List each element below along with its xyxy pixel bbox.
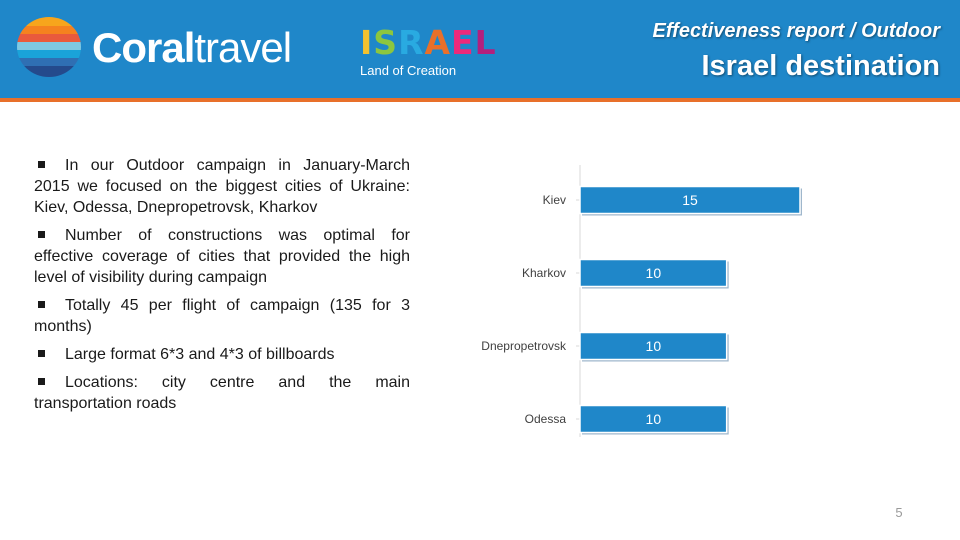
square-bullet-icon — [38, 378, 45, 385]
header-accent-line — [0, 98, 960, 102]
israel-tagline: Land of Creation — [360, 63, 457, 78]
category-label-kiev: Kiev — [542, 193, 566, 207]
square-bullet-icon — [38, 231, 45, 238]
category-label-kharkov: Kharkov — [521, 266, 566, 280]
bullet-item — [34, 155, 410, 218]
bullet-text: Large format 6*3 and 4*3 of billboards — [65, 346, 335, 363]
data-label-odessa: 10 — [645, 411, 662, 427]
bullet-text: Number of constructions was optimal for effective coverage of cities that provided the high level of visibility during campaign — [34, 227, 410, 286]
bullet-item — [34, 225, 410, 288]
square-bullet-icon — [38, 301, 45, 308]
bullet-item — [34, 295, 410, 337]
israel-land-of-creation-logo — [360, 24, 520, 84]
square-bullet-icon — [38, 161, 45, 168]
square-bullet-icon — [38, 350, 45, 357]
bullet-item — [34, 372, 410, 414]
coral-travel-wordmark — [92, 24, 291, 72]
israel-wordmark: ISRAEL — [360, 23, 497, 62]
brand-bold-text: Coral — [92, 24, 195, 71]
bar-chart — [450, 165, 830, 455]
category-label-dnepropetrovsk: Dnepropetrovsk — [481, 339, 566, 353]
report-subtitle: Effectiveness report / Outdoor — [652, 20, 940, 42]
bullet-item — [34, 344, 410, 365]
data-label-kiev: 15 — [682, 192, 698, 208]
page-number: 5 — [895, 505, 903, 520]
page-title: Israel destination — [701, 50, 940, 82]
brand-light-text: travel — [194, 24, 292, 71]
bullet-text: In our Outdoor campaign in January-March 2015 we focused on the biggest cities of Ukraine: Kiev, Odessa, Dnepropetrovsk, Kharkov — [34, 157, 410, 216]
data-label-kharkov: 10 — [645, 265, 662, 281]
coral-travel-logo-icon — [16, 16, 82, 78]
data-label-dnepropetrovsk: 10 — [645, 338, 662, 354]
category-label-odessa: Odessa — [524, 412, 566, 426]
bullet-list — [34, 155, 410, 421]
bullet-text: Locations: city centre and the main transportation roads — [34, 374, 410, 412]
bullet-text: Totally 45 per flight of campaign (135 for 3 months) — [34, 297, 410, 335]
header-bar — [0, 0, 960, 98]
